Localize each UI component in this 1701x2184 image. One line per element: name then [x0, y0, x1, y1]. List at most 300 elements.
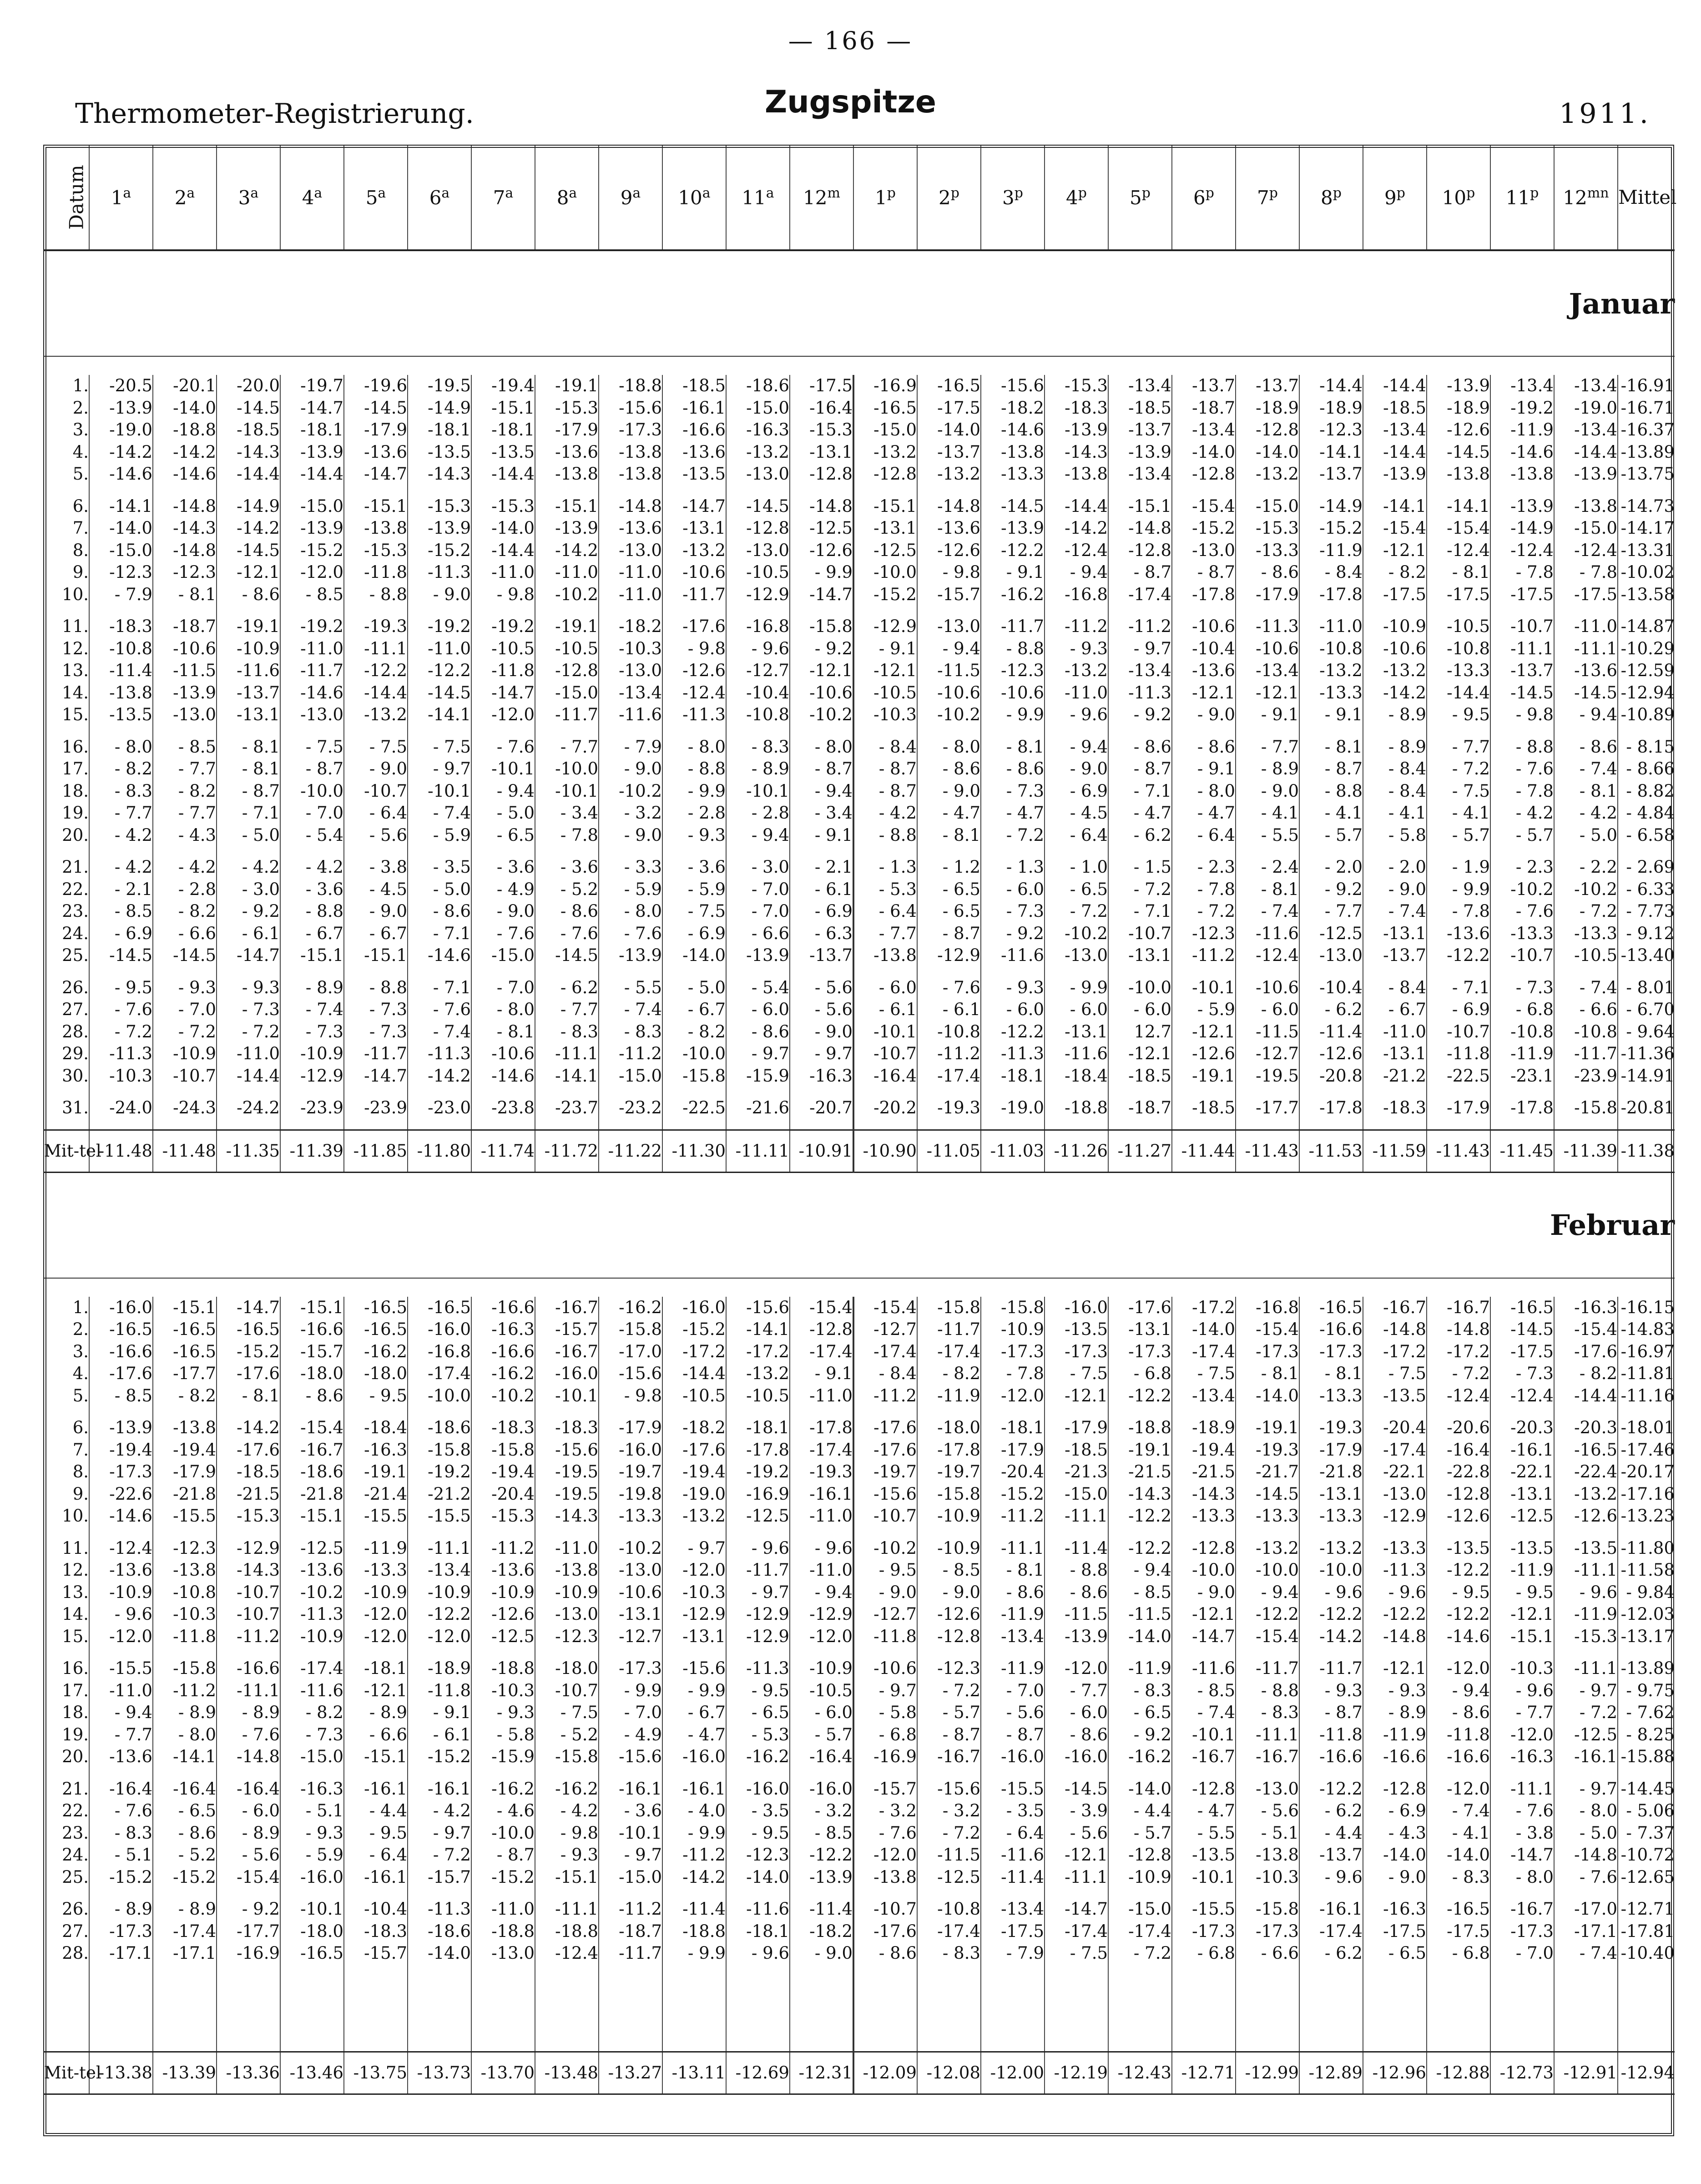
- temperature-cell: - 3.5: [981, 1800, 1045, 1822]
- temperature-cell: -13.8: [1045, 463, 1108, 485]
- temperature-cell: - 8.8: [280, 900, 344, 923]
- temperature-cell: -14.2: [217, 1417, 280, 1439]
- temperature-cell: - 6.1: [853, 999, 917, 1021]
- temperature-cell: - 5.0: [1554, 824, 1618, 847]
- temperature-cell: -11.9: [1490, 1043, 1554, 1065]
- temperature-cell: - 9.6: [1490, 1680, 1554, 1702]
- day-number: 29.: [44, 1043, 89, 1065]
- temperature-cell: -14.4: [1554, 1385, 1618, 1407]
- temperature-cell: -10.0: [535, 758, 599, 780]
- temperature-cell: -10.9: [917, 1537, 981, 1560]
- temperature-cell: -17.3: [1236, 1341, 1299, 1363]
- temperature-cell: - 5.9: [1172, 999, 1236, 1021]
- temperature-cell: -12.9: [726, 1626, 790, 1648]
- temperature-cell: - 7.0: [981, 1680, 1045, 1702]
- temperature-cell: -15.3: [471, 1505, 535, 1527]
- temperature-cell: - 9.6: [726, 1942, 790, 1965]
- day-number: 8.: [44, 1461, 89, 1483]
- temperature-cell: -13.1: [1363, 1043, 1427, 1065]
- temperature-cell: -16.6: [280, 1319, 344, 1341]
- temperature-cell: - 9.0: [599, 758, 662, 780]
- temperature-cell: -12.7: [599, 1626, 662, 1648]
- temperature-cell: -13.6: [344, 441, 408, 464]
- temperature-cell: -10.1: [1172, 1724, 1236, 1746]
- temperature-cell: -10.3: [89, 1065, 153, 1087]
- daily-mean-cell: -11.80: [1618, 1537, 1675, 1560]
- temperature-cell: - 8.0: [662, 736, 726, 758]
- day-number: 10.: [44, 584, 89, 606]
- temperature-cell: - 6.6: [726, 923, 790, 945]
- temperature-cell: - 6.6: [1554, 999, 1618, 1021]
- temperature-cell: -10.3: [471, 1680, 535, 1702]
- temperature-cell: - 9.0: [1363, 1866, 1427, 1889]
- temperature-cell: - 9.7: [726, 1043, 790, 1065]
- temperature-cell: - 6.4: [853, 900, 917, 923]
- temperature-cell: -15.4: [1172, 495, 1236, 518]
- temperature-cell: -14.9: [217, 495, 280, 518]
- day-number: 3.: [44, 419, 89, 441]
- temperature-cell: -11.3: [89, 1043, 153, 1065]
- temperature-cell: -10.6: [917, 682, 981, 704]
- temperature-cell: - 7.6: [917, 977, 981, 999]
- temperature-cell: -16.5: [153, 1341, 217, 1363]
- temperature-cell: -11.2: [153, 1680, 217, 1702]
- temperature-cell: -15.0: [1554, 517, 1618, 540]
- temperature-cell: - 4.1: [1363, 802, 1427, 824]
- temperature-cell: -18.1: [981, 1417, 1045, 1439]
- temperature-cell: -11.1: [217, 1680, 280, 1702]
- temperature-cell: - 7.2: [89, 1021, 153, 1043]
- temperature-cell: -12.2: [1427, 1559, 1490, 1582]
- temperature-cell: -10.2: [1490, 879, 1554, 901]
- temperature-cell: - 7.5: [1172, 1363, 1236, 1385]
- temperature-cell: -13.7: [1172, 375, 1236, 397]
- temperature-cell: -23.9: [1554, 1065, 1618, 1087]
- temperature-cell: - 5.6: [981, 1702, 1045, 1724]
- day-number: 27.: [44, 1921, 89, 1943]
- temperature-cell: - 5.9: [280, 1844, 344, 1866]
- temperature-cell: - 7.4: [1554, 758, 1618, 780]
- temperature-cell: -11.5: [917, 1844, 981, 1866]
- hour-header: 4$^p$: [1045, 145, 1108, 250]
- temperature-cell: - 4.4: [1299, 1822, 1363, 1845]
- temperature-cell: -10.5: [853, 682, 917, 704]
- temperature-cell: -12.9: [217, 1537, 280, 1560]
- temperature-cell: -10.5: [790, 1680, 853, 1702]
- temperature-cell: - 7.7: [535, 736, 599, 758]
- temperature-cell: -12.2: [1299, 1603, 1363, 1626]
- temperature-cell: -16.0: [280, 1866, 344, 1889]
- temperature-cell: -12.2: [408, 1603, 471, 1626]
- day-number: 15.: [44, 1626, 89, 1648]
- temperature-cell: -18.7: [599, 1921, 662, 1943]
- temperature-cell: - 9.6: [726, 1537, 790, 1560]
- temperature-cell: - 9.6: [1363, 1582, 1427, 1604]
- temperature-cell: -12.3: [1299, 419, 1363, 441]
- temperature-cell: -20.0: [217, 375, 280, 397]
- temperature-cell: -16.4: [153, 1778, 217, 1800]
- temperature-cell: - 7.6: [1490, 900, 1554, 923]
- temperature-cell: - 8.8: [1490, 736, 1554, 758]
- day-number: 11.: [44, 616, 89, 638]
- temperature-cell: -13.0: [1299, 945, 1363, 967]
- temperature-cell: -19.3: [917, 1097, 981, 1119]
- hourly-mean-cell: -11.11: [726, 1130, 790, 1172]
- temperature-cell: -12.1: [790, 660, 853, 682]
- daily-mean-cell: -10.89: [1618, 704, 1675, 726]
- temperature-cell: -12.7: [853, 1603, 917, 1626]
- temperature-cell: -19.4: [89, 1439, 153, 1461]
- temperature-cell: - 9.4: [89, 1702, 153, 1724]
- temperature-cell: - 9.0: [471, 900, 535, 923]
- temperature-cell: -17.5: [1490, 1341, 1554, 1363]
- temperature-cell: - 8.7: [1108, 561, 1172, 584]
- temperature-cell: -12.6: [1172, 1043, 1236, 1065]
- temperature-cell: - 5.7: [1427, 824, 1490, 847]
- hourly-mean-cell: -11.05: [917, 1130, 981, 1172]
- hour-header: 7$^a$: [471, 145, 535, 250]
- temperature-cell: -11.2: [599, 1043, 662, 1065]
- temperature-cell: - 7.4: [1236, 900, 1299, 923]
- temperature-cell: -13.7: [1299, 463, 1363, 485]
- temperature-cell: -16.3: [1363, 1898, 1427, 1921]
- daily-mean-cell: -10.72: [1618, 1844, 1675, 1866]
- temperature-cell: -18.3: [1045, 397, 1108, 420]
- temperature-cell: - 8.1: [981, 736, 1045, 758]
- temperature-cell: -11.9: [917, 1385, 981, 1407]
- temperature-cell: - 9.8: [599, 1385, 662, 1407]
- temperature-cell: -14.0: [1236, 1385, 1299, 1407]
- temperature-cell: -14.8: [1108, 517, 1172, 540]
- temperature-cell: -12.0: [853, 1844, 917, 1866]
- temperature-cell: - 6.7: [344, 923, 408, 945]
- hourly-mean-cell: -12.71: [1172, 2052, 1236, 2094]
- day-number: 2.: [44, 397, 89, 420]
- temperature-cell: - 8.5: [153, 736, 217, 758]
- temperature-cell: - 7.2: [1427, 1363, 1490, 1385]
- temperature-cell: -12.0: [1427, 1778, 1490, 1800]
- temperature-cell: -11.3: [981, 1043, 1045, 1065]
- temperature-cell: -16.1: [1554, 1746, 1618, 1768]
- temperature-cell: -10.7: [535, 1680, 599, 1702]
- temperature-cell: -18.6: [726, 375, 790, 397]
- temperature-cell: -14.1: [1427, 495, 1490, 518]
- temperature-cell: -15.1: [535, 1866, 599, 1889]
- temperature-cell: -12.0: [1427, 1658, 1490, 1680]
- temperature-cell: -12.2: [981, 540, 1045, 562]
- temperature-cell: -16.2: [1108, 1746, 1172, 1768]
- temperature-cell: - 7.3: [280, 1724, 344, 1746]
- temperature-cell: -15.8: [153, 1658, 217, 1680]
- temperature-cell: -13.6: [471, 1559, 535, 1582]
- temperature-cell: -16.0: [89, 1297, 153, 1319]
- temperature-cell: -16.7: [1490, 1898, 1554, 1921]
- temperature-cell: -13.3: [344, 1559, 408, 1582]
- temperature-cell: -11.7: [981, 616, 1045, 638]
- temperature-cell: -19.2: [471, 616, 535, 638]
- temperature-cell: -16.5: [344, 1297, 408, 1319]
- temperature-cell: -17.8: [1172, 584, 1236, 606]
- temperature-cell: -13.0: [1172, 540, 1236, 562]
- temperature-cell: - 8.2: [89, 758, 153, 780]
- temperature-cell: -18.5: [1363, 397, 1427, 420]
- hourly-mean-cell: -11.35: [217, 1130, 280, 1172]
- temperature-cell: -19.2: [408, 616, 471, 638]
- hourly-mean-cell: -12.09: [853, 2052, 917, 2094]
- temperature-cell: -16.3: [344, 1439, 408, 1461]
- temperature-cell: - 4.7: [1172, 802, 1236, 824]
- temperature-cell: - 6.5: [917, 900, 981, 923]
- temperature-cell: -11.7: [344, 1043, 408, 1065]
- temperature-cell: -18.1: [981, 1065, 1045, 1087]
- temperature-cell: -13.0: [280, 704, 344, 726]
- temperature-cell: -14.0: [917, 419, 981, 441]
- temperature-cell: -22.5: [662, 1097, 726, 1119]
- temperature-cell: - 8.0: [471, 999, 535, 1021]
- temperature-cell: -10.5: [535, 638, 599, 660]
- temperature-cell: -17.9: [535, 419, 599, 441]
- temperature-cell: -17.6: [853, 1921, 917, 1943]
- temperature-cell: - 9.7: [1108, 638, 1172, 660]
- temperature-cell: - 9.5: [853, 1559, 917, 1582]
- day-number: 6.: [44, 495, 89, 518]
- temperature-cell: -19.1: [217, 616, 280, 638]
- temperature-cell: -13.5: [1490, 1537, 1554, 1560]
- temperature-cell: - 8.6: [853, 1942, 917, 1965]
- temperature-cell: - 7.1: [1108, 900, 1172, 923]
- temperature-cell: - 7.7: [89, 1724, 153, 1746]
- temperature-cell: - 8.9: [217, 1822, 280, 1845]
- temperature-cell: -10.9: [1363, 616, 1427, 638]
- temperature-cell: - 9.2: [217, 900, 280, 923]
- temperature-cell: - 9.3: [280, 1822, 344, 1845]
- daily-mean-cell: - 7.73: [1618, 900, 1675, 923]
- temperature-cell: -21.6: [726, 1097, 790, 1119]
- day-number: 2.: [44, 1319, 89, 1341]
- daily-mean-cell: -17.46: [1618, 1439, 1675, 1461]
- temperature-cell: - 1.5: [1108, 856, 1172, 879]
- temperature-cell: - 8.1: [217, 736, 280, 758]
- temperature-cell: - 9.9: [1427, 879, 1490, 901]
- temperature-cell: -12.8: [1108, 1844, 1172, 1866]
- temperature-cell: - 6.1: [790, 879, 853, 901]
- daily-mean-cell: - 5.06: [1618, 1800, 1675, 1822]
- temperature-cell: -18.0: [917, 1417, 981, 1439]
- temperature-cell: - 9.7: [726, 1582, 790, 1604]
- temperature-cell: -14.9: [1490, 517, 1554, 540]
- temperature-cell: - 7.7: [1236, 736, 1299, 758]
- temperature-cell: - 6.5: [726, 1702, 790, 1724]
- temperature-cell: -11.0: [535, 561, 599, 584]
- temperature-cell: -19.3: [790, 1461, 853, 1483]
- temperature-cell: - 9.2: [1299, 879, 1363, 901]
- temperature-cell: -18.2: [662, 1417, 726, 1439]
- temperature-cell: - 7.5: [1427, 780, 1490, 803]
- temperature-cell: -16.3: [726, 419, 790, 441]
- temperature-cell: - 8.4: [1363, 977, 1427, 999]
- temperature-cell: - 3.2: [790, 1800, 853, 1822]
- temperature-cell: -10.1: [535, 1385, 599, 1407]
- temperature-cell: -13.9: [1427, 375, 1490, 397]
- temperature-cell: -13.8: [153, 1417, 217, 1439]
- temperature-cell: -17.1: [1554, 1921, 1618, 1943]
- temperature-cell: -10.3: [1236, 1866, 1299, 1889]
- temperature-cell: -15.1: [535, 495, 599, 518]
- temperature-cell: -12.9: [726, 1603, 790, 1626]
- temperature-cell: -14.5: [1554, 682, 1618, 704]
- temperature-cell: - 9.7: [1554, 1778, 1618, 1800]
- temperature-cell: -10.0: [280, 780, 344, 803]
- temperature-cell: -18.7: [1108, 1097, 1172, 1119]
- temperature-cell: - 7.5: [1363, 1363, 1427, 1385]
- temperature-cell: - 5.9: [408, 824, 471, 847]
- temperature-cell: -12.5: [1490, 1505, 1554, 1527]
- temperature-cell: - 8.3: [917, 1942, 981, 1965]
- temperature-cell: -12.2: [1236, 1603, 1299, 1626]
- temperature-cell: -13.7: [1108, 419, 1172, 441]
- hour-header: 7$^p$: [1236, 145, 1299, 250]
- temperature-cell: -13.9: [408, 517, 471, 540]
- temperature-cell: -10.9: [790, 1658, 853, 1680]
- temperature-cell: -13.8: [535, 1559, 599, 1582]
- temperature-cell: - 6.5: [1045, 879, 1108, 901]
- temperature-cell: -12.4: [1427, 540, 1490, 562]
- temperature-cell: -20.5: [89, 375, 153, 397]
- hourly-mean-cell: -13.73: [408, 2052, 471, 2094]
- temperature-cell: -13.6: [280, 1559, 344, 1582]
- temperature-cell: - 8.6: [280, 1385, 344, 1407]
- temperature-cell: -18.9: [1172, 1417, 1236, 1439]
- temperature-cell: -10.8: [153, 1582, 217, 1604]
- temperature-cell: -11.5: [1236, 1021, 1299, 1043]
- temperature-cell: -12.9: [1363, 1505, 1427, 1527]
- temperature-cell: - 9.9: [662, 1942, 726, 1965]
- temperature-cell: -11.2: [1172, 945, 1236, 967]
- temperature-cell: - 8.3: [1427, 1866, 1490, 1889]
- temperature-cell: -13.4: [1236, 660, 1299, 682]
- temperature-cell: -12.8: [790, 463, 853, 485]
- daily-mean-cell: -12.71: [1618, 1898, 1675, 1921]
- hourly-mean-cell: -11.80: [408, 1130, 471, 1172]
- temperature-cell: -14.4: [217, 463, 280, 485]
- temperature-cell: - 8.2: [1554, 1363, 1618, 1385]
- temperature-cell: -17.6: [853, 1439, 917, 1461]
- hour-header: 10$^p$: [1427, 145, 1490, 250]
- temperature-cell: -14.2: [89, 441, 153, 464]
- temperature-cell: -13.5: [1363, 1385, 1427, 1407]
- temperature-cell: -12.8: [853, 463, 917, 485]
- temperature-cell: -12.1: [1045, 1844, 1108, 1866]
- temperature-cell: -17.4: [1299, 1921, 1363, 1943]
- temperature-cell: -19.5: [535, 1483, 599, 1506]
- temperature-cell: - 4.9: [599, 1724, 662, 1746]
- daily-mean-cell: -20.17: [1618, 1461, 1675, 1483]
- day-number: 14.: [44, 1603, 89, 1626]
- temperature-cell: -17.4: [917, 1341, 981, 1363]
- temperature-cell: -11.3: [1108, 682, 1172, 704]
- temperature-cell: -17.7: [153, 1363, 217, 1385]
- temperature-cell: -14.0: [1108, 1778, 1172, 1800]
- day-number: 22.: [44, 1800, 89, 1822]
- temperature-cell: -23.9: [280, 1097, 344, 1119]
- temperature-cell: - 8.7: [917, 923, 981, 945]
- temperature-cell: -16.4: [89, 1778, 153, 1800]
- temperature-cell: -12.9: [917, 945, 981, 967]
- temperature-cell: -12.0: [471, 704, 535, 726]
- temperature-cell: -10.7: [1427, 1021, 1490, 1043]
- temperature-cell: -13.9: [280, 441, 344, 464]
- temperature-cell: -14.3: [1108, 1483, 1172, 1506]
- temperature-cell: -13.0: [1236, 1778, 1299, 1800]
- daily-mean-cell: -12.65: [1618, 1866, 1675, 1889]
- temperature-cell: -15.0: [471, 945, 535, 967]
- temperature-cell: -11.9: [1363, 1724, 1427, 1746]
- temperature-cell: -13.2: [726, 441, 790, 464]
- hourly-mean-cell: -11.26: [1045, 1130, 1108, 1172]
- temperature-cell: - 8.9: [1363, 736, 1427, 758]
- temperature-cell: -10.8: [1427, 638, 1490, 660]
- temperature-cell: - 7.3: [280, 1021, 344, 1043]
- temperature-cell: -12.1: [344, 1680, 408, 1702]
- temperature-cell: -14.5: [217, 540, 280, 562]
- temperature-cell: -19.5: [535, 1461, 599, 1483]
- temperature-cell: -11.9: [1554, 1603, 1618, 1626]
- temperature-cell: - 8.0: [1172, 780, 1236, 803]
- temperature-cell: - 4.2: [408, 1800, 471, 1822]
- temperature-cell: -11.6: [599, 704, 662, 726]
- daily-mean-cell: -11.81: [1618, 1363, 1675, 1385]
- temperature-cell: -17.8: [790, 1417, 853, 1439]
- temperature-cell: - 4.1: [1427, 1822, 1490, 1845]
- temperature-cell: -19.3: [1299, 1417, 1363, 1439]
- daily-mean-cell: - 8.66: [1618, 758, 1675, 780]
- temperature-cell: -11.1: [344, 638, 408, 660]
- temperature-cell: -13.5: [408, 441, 471, 464]
- temperature-cell: -12.1: [217, 561, 280, 584]
- temperature-cell: -13.5: [1554, 1537, 1618, 1560]
- temperature-cell: -19.2: [280, 616, 344, 638]
- temperature-cell: -15.0: [280, 1746, 344, 1768]
- temperature-cell: -16.0: [1045, 1746, 1108, 1768]
- temperature-cell: -11.1: [1045, 1866, 1108, 1889]
- day-number: 19.: [44, 1724, 89, 1746]
- temperature-cell: - 9.3: [981, 977, 1045, 999]
- temperature-cell: -18.0: [535, 1658, 599, 1680]
- temperature-cell: -15.2: [217, 1341, 280, 1363]
- temperature-cell: -12.3: [153, 1537, 217, 1560]
- temperature-cell: -14.1: [726, 1319, 790, 1341]
- daily-mean-cell: -10.02: [1618, 561, 1675, 584]
- temperature-cell: -10.0: [408, 1385, 471, 1407]
- temperature-cell: - 3.6: [280, 879, 344, 901]
- temperature-cell: - 5.0: [662, 977, 726, 999]
- temperature-cell: - 6.9: [89, 923, 153, 945]
- temperature-cell: -16.8: [726, 616, 790, 638]
- temperature-cell: -15.4: [1363, 517, 1427, 540]
- temperature-cell: -12.4: [1490, 1385, 1554, 1407]
- temperature-cell: - 7.8: [1490, 561, 1554, 584]
- temperature-cell: -16.8: [408, 1341, 471, 1363]
- temperature-cell: -16.3: [1490, 1746, 1554, 1768]
- temperature-cell: -19.4: [471, 1461, 535, 1483]
- day-number: 23.: [44, 900, 89, 923]
- temperature-cell: -14.8: [1363, 1319, 1427, 1341]
- temperature-cell: -14.0: [662, 945, 726, 967]
- temperature-cell: -15.2: [853, 584, 917, 606]
- temperature-cell: -13.0: [1045, 945, 1108, 967]
- temperature-cell: -14.8: [917, 495, 981, 518]
- day-number: 26.: [44, 1898, 89, 1921]
